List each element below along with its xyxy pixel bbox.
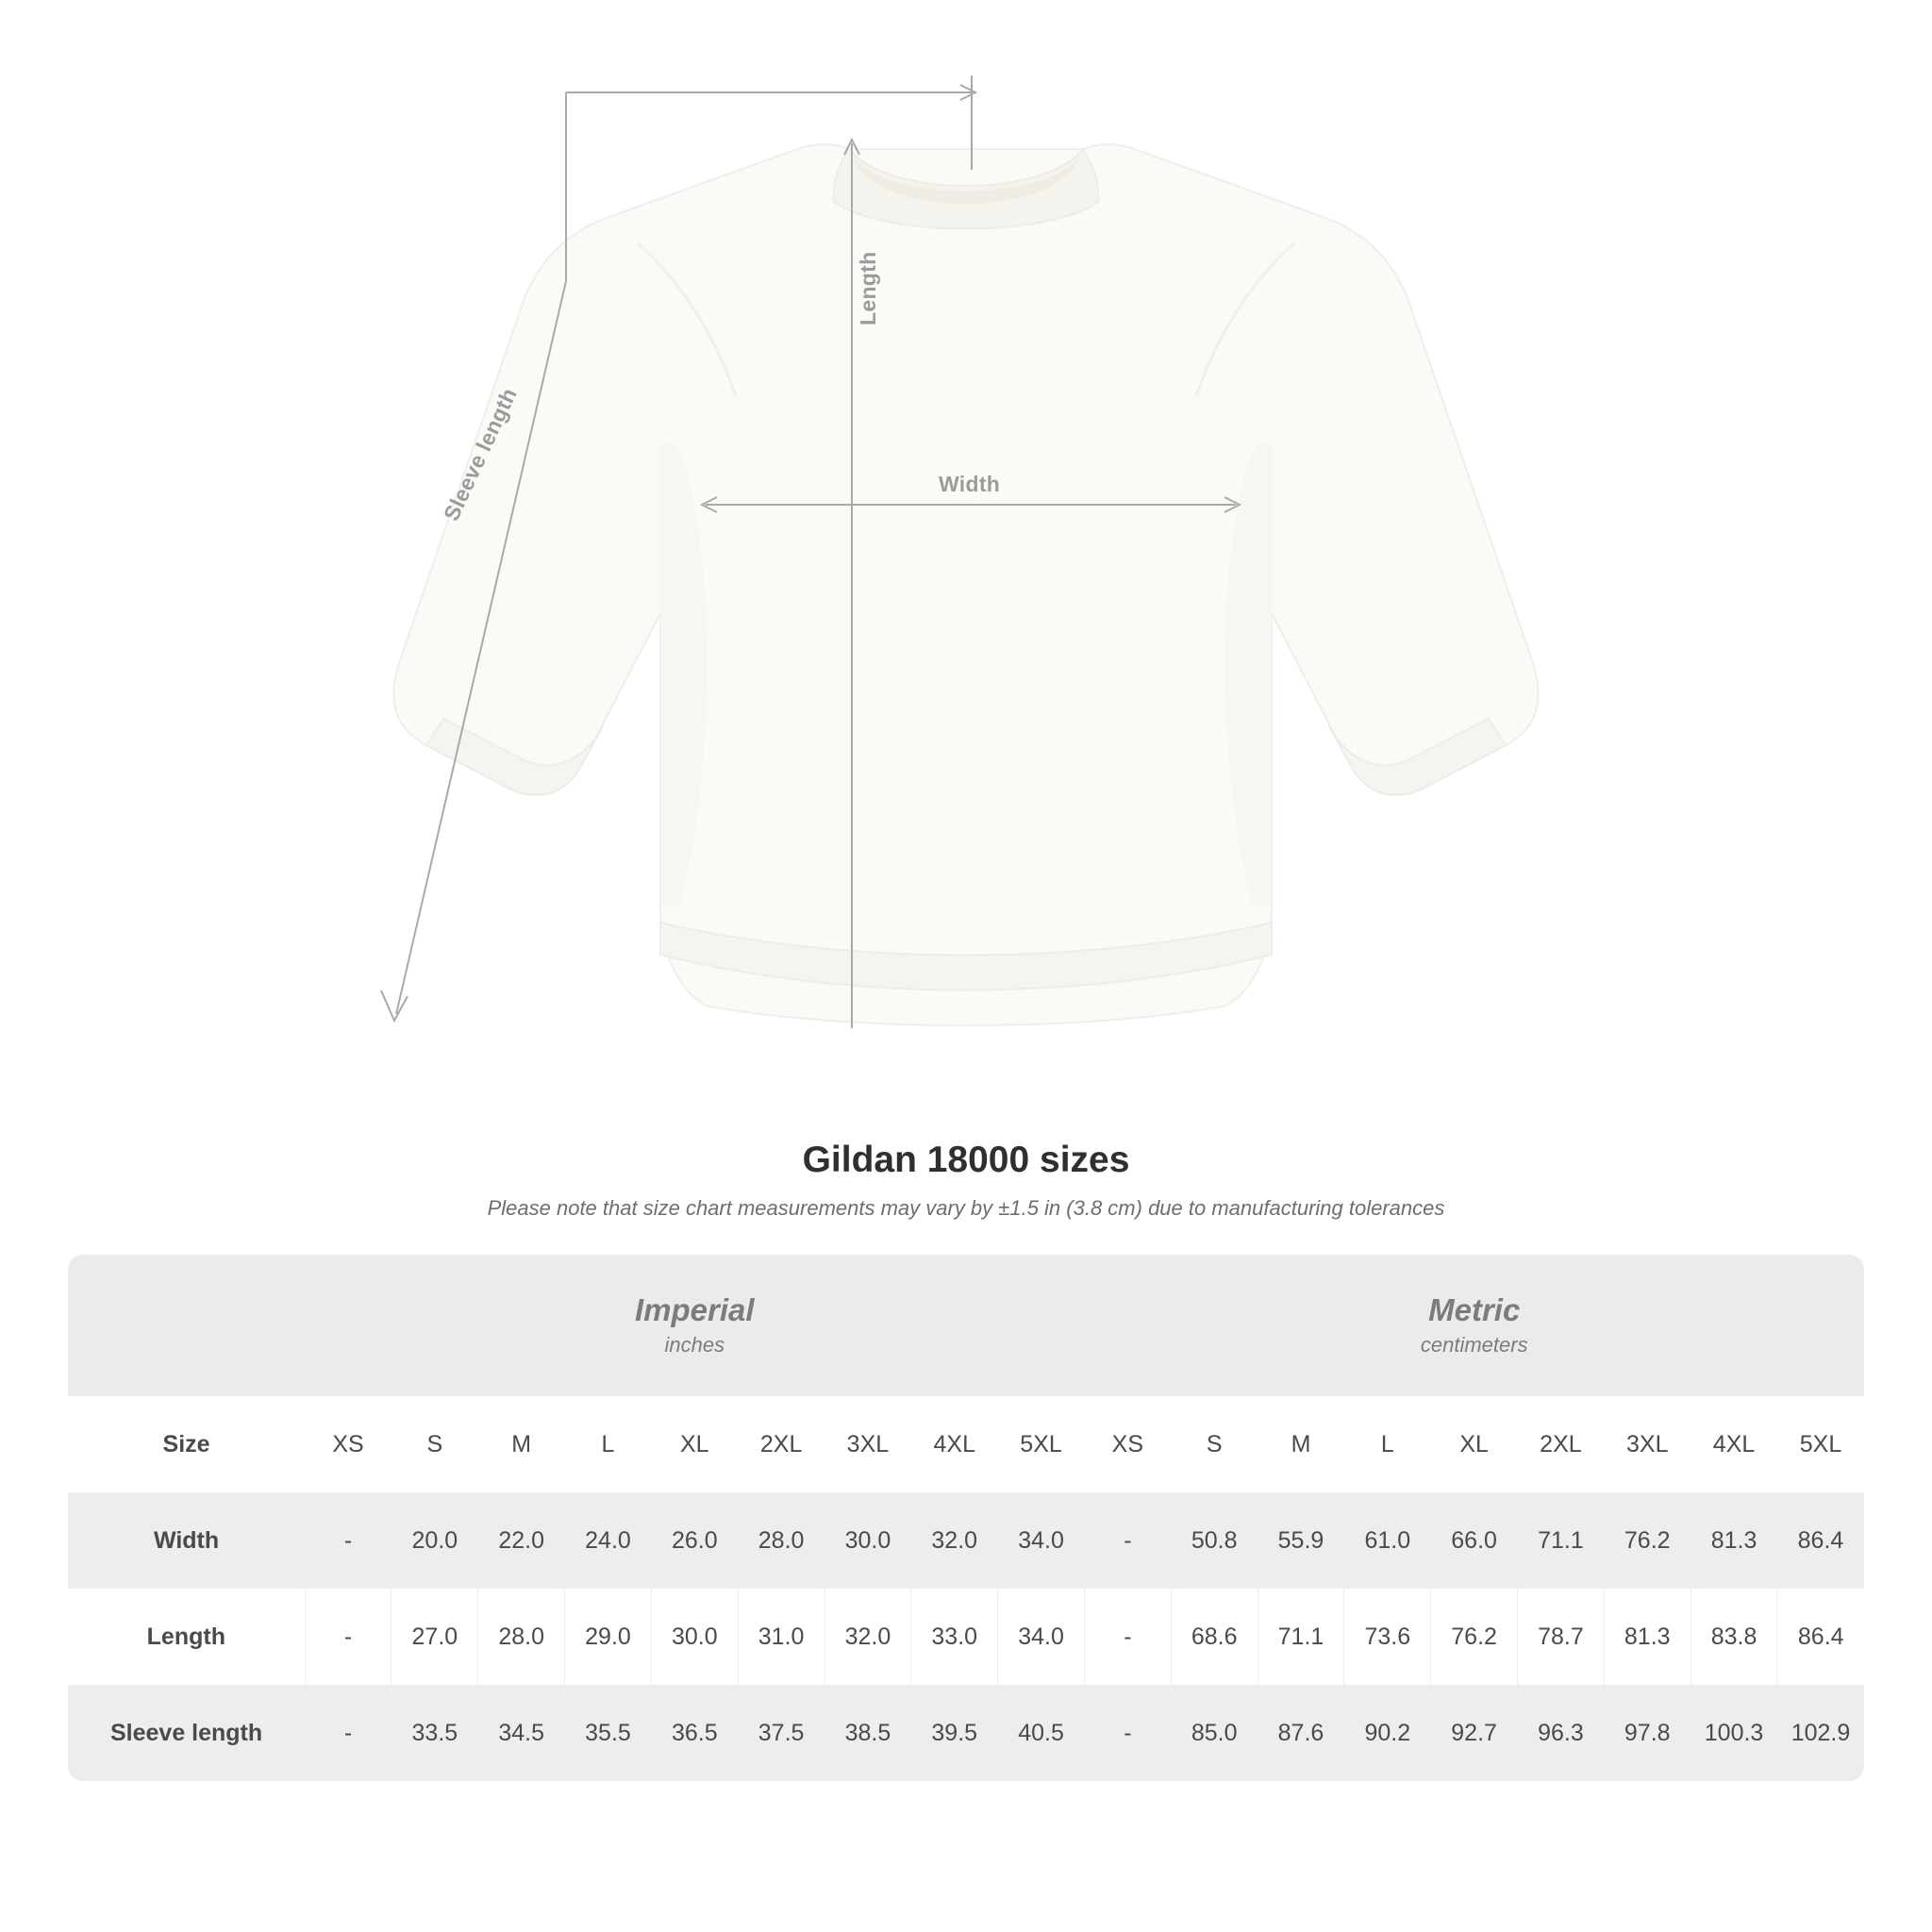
length-imp-1: 27.0 [391, 1589, 478, 1685]
length-met-8: 86.4 [1777, 1589, 1864, 1685]
length-met-4: 76.2 [1431, 1589, 1518, 1685]
width-met-3: 61.0 [1344, 1492, 1431, 1589]
size-col-5: 2XL [738, 1396, 824, 1492]
width-met-6: 76.2 [1604, 1492, 1690, 1589]
sleeve-met-5: 96.3 [1518, 1685, 1605, 1781]
length-met-1: 68.6 [1171, 1589, 1257, 1685]
sleeve-met-2: 87.6 [1257, 1685, 1344, 1781]
sleeve-imp-8: 40.5 [998, 1685, 1085, 1781]
size-col-13: XL [1431, 1396, 1518, 1492]
size-col-16: 4XL [1690, 1396, 1777, 1492]
sleeve-imp-2: 34.5 [478, 1685, 565, 1781]
width-imp-2: 22.0 [478, 1492, 565, 1589]
size-col-15: 3XL [1604, 1396, 1690, 1492]
length-imp-0: - [305, 1589, 391, 1685]
width-met-7: 81.3 [1690, 1492, 1777, 1589]
sleeve-met-3: 90.2 [1344, 1685, 1431, 1781]
size-col-12: L [1344, 1396, 1431, 1492]
sleeve-met-4: 92.7 [1431, 1685, 1518, 1781]
length-dimension-label: Length [856, 251, 880, 325]
length-met-2: 71.1 [1257, 1589, 1344, 1685]
row-label-width: Width [68, 1492, 305, 1589]
size-chart-table [68, 1255, 1864, 1781]
width-imp-3: 24.0 [565, 1492, 652, 1589]
sleeve-met-7: 100.3 [1690, 1685, 1777, 1781]
length-met-5: 78.7 [1518, 1589, 1605, 1685]
width-imp-4: 26.0 [651, 1492, 738, 1589]
sleeve-length-dimension-label: Sleeve length [439, 384, 522, 525]
length-met-6: 81.3 [1604, 1589, 1690, 1685]
size-col-3: L [565, 1396, 652, 1492]
sleeve-met-6: 97.8 [1604, 1685, 1690, 1781]
sleeve-imp-0: - [305, 1685, 391, 1781]
length-imp-7: 33.0 [911, 1589, 998, 1685]
length-met-7: 83.8 [1690, 1589, 1777, 1685]
width-met-2: 55.9 [1257, 1492, 1344, 1589]
unit-header-row [68, 1255, 1864, 1396]
table-row-length [68, 1589, 1864, 1685]
title-block [0, 1140, 1932, 1221]
width-met-4: 66.0 [1431, 1492, 1518, 1589]
sleeve-imp-3: 35.5 [565, 1685, 652, 1781]
unit-header-spacer [68, 1255, 305, 1396]
size-col-6: 3XL [824, 1396, 911, 1492]
size-col-17: 5XL [1777, 1396, 1864, 1492]
sleeve-imp-4: 36.5 [651, 1685, 738, 1781]
size-col-10: S [1171, 1396, 1257, 1492]
size-header-row [68, 1396, 1864, 1492]
table-row-width [68, 1492, 1864, 1589]
length-imp-3: 29.0 [565, 1589, 652, 1685]
sleeve-met-8: 102.9 [1777, 1685, 1864, 1781]
size-col-0: XS [305, 1396, 391, 1492]
width-met-1: 50.8 [1171, 1492, 1257, 1589]
sleeve-imp-1: 33.5 [391, 1685, 478, 1781]
width-imp-0: - [305, 1492, 391, 1589]
sleeve-imp-6: 38.5 [824, 1685, 911, 1781]
width-met-0: - [1084, 1492, 1171, 1589]
length-imp-5: 31.0 [738, 1589, 824, 1685]
sleeve-met-1: 85.0 [1171, 1685, 1257, 1781]
sleeve-imp-7: 39.5 [911, 1685, 998, 1781]
width-imp-8: 34.0 [998, 1492, 1085, 1589]
width-imp-1: 20.0 [391, 1492, 478, 1589]
size-col-7: 4XL [911, 1396, 998, 1492]
imperial-group-header [305, 1255, 1084, 1396]
row-label-sleeve-length: Sleeve length [68, 1685, 305, 1781]
width-imp-5: 28.0 [738, 1492, 824, 1589]
size-col-4: XL [651, 1396, 738, 1492]
metric-group-header [1084, 1255, 1864, 1396]
page-title: Gildan 18000 sizes [802, 1140, 1130, 1180]
tolerance-note: Please note that size chart measurements may vary by ±1.5 in (3.8 cm) due to manufacturing tolerances [487, 1196, 1445, 1220]
length-met-0: - [1084, 1589, 1171, 1685]
width-imp-6: 30.0 [824, 1492, 911, 1589]
sleeve-met-0: - [1084, 1685, 1171, 1781]
imperial-unit: inches [664, 1333, 725, 1357]
width-met-5: 71.1 [1518, 1492, 1605, 1589]
metric-unit: centimeters [1420, 1333, 1528, 1357]
length-imp-6: 32.0 [824, 1589, 911, 1685]
table-row-sleeve-length [68, 1685, 1864, 1781]
size-chart-table-wrapper [68, 1255, 1864, 1781]
width-dimension-label: Width [939, 472, 1001, 496]
imperial-label: Imperial [635, 1291, 755, 1327]
length-imp-8: 34.0 [998, 1589, 1085, 1685]
width-met-8: 86.4 [1777, 1492, 1864, 1589]
length-imp-2: 28.0 [478, 1589, 565, 1685]
size-col-11: M [1257, 1396, 1344, 1492]
size-col-14: 2XL [1518, 1396, 1605, 1492]
width-imp-7: 32.0 [911, 1492, 998, 1589]
size-header-label: Size [68, 1396, 305, 1492]
length-imp-4: 30.0 [651, 1589, 738, 1685]
size-col-2: M [478, 1396, 565, 1492]
row-label-length: Length [68, 1589, 305, 1685]
length-met-3: 73.6 [1344, 1589, 1431, 1685]
size-col-8: 5XL [998, 1396, 1085, 1492]
size-col-9: XS [1084, 1396, 1171, 1492]
size-col-1: S [391, 1396, 478, 1492]
metric-label: Metric [1428, 1291, 1521, 1327]
sleeve-imp-5: 37.5 [738, 1685, 824, 1781]
